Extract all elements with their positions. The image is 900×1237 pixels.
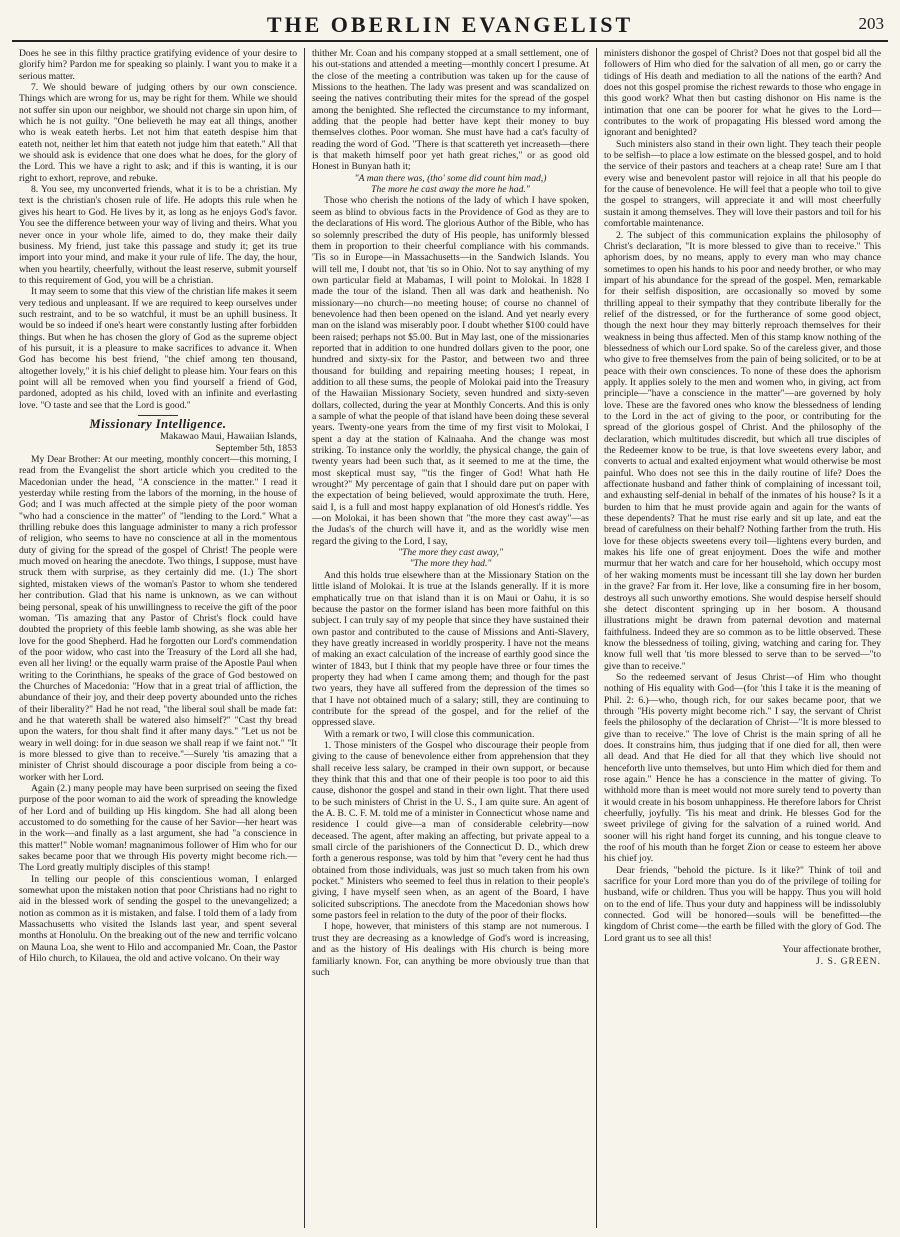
text-columns [12,48,888,1228]
publication-title: THE OBERLIN EVANGELIST [266,12,634,37]
paragraph: 2. The subject of this communication explains the philosophy of Christ's declaration, "It is more blessed to give than to receive." This aphorism does, by no means, apply to every man who may chance sometimes to open his hands to his poor and needy brother, or who may impart of his abundance for the spread of the gospel. Men, remarkable for their selfish disposition, are occasionally so moved by some thrilling appeal to their sympathy that they contribute liberally for the relief of the distressed, or for the furtherance of some good object, though the next hour they may bitterly reproach themselves for their weakness in being thus affected. Men of this stamp know nothing of the blessedness of which our Lord spake. So of the careless giver, and those who give to free themselves from the pain of being solicited, or to be at peace with their own consciences. To none of these does the aphorism apply. It applies solely to the men and women who, in giving, act from principle—"have a conscience in the matter"—are governed by holy love. These are the favored ones who know the blessedness of lending to the Lord in the act of giving to the poor, or contributing for the spread of the glorious gospel of Christ. And the philosophy of the declaration, which multitudes discredit, but which all true disciples of the Redeemer know to be true, is that love sweetens every labor, and converts to actual and exalted enjoyment what would otherwise be most painful. Who does not see this in the daily routine of life? Does the affectionate husband and father think of complaining of incessant toil, and exhausting self-denial in behalf of the inmates of his house? Is it a burden to him that he must provide again and again for the wants of these dependents? That he must rise early and sit up late, and eat the bread of carefulness on their behalf? Nothing farther from the truth. His love for these objects sweetens every toil—lightens every burden, and makes his life one of great enjoyment. Does the wife and mother murmur that her watch and care for her household, which occupy most of her waking moments must be incessant till she lay down her burden in the grave? Far from it. Her love, like a consuming fire in her bosom, destroys all such unworthy emotions. She would despise herself should she detect discontent springing up in her bosom. A thousand illustrations might be drawn from paternal devotion and maternal faithfulness. Indeed they are so common as to be little observed. These know the blessedness of toiling, giving, watching and caring for. They know full well that 'tis more blessed to serve than to be served—"to give than to receive." [604,229,881,672]
paragraph: 7. We should beware of judging others by our own conscience. Things which are wrong for us, may be right for them. While we should not suffer sin upon our neighbor, we should not charge sin upon him, of which he is not guilty. "One believeth he may eat all things, another who is weak eateth herbs. Let not him that eateth despise him that eateth not, neither let him that eateth not judge him that eateth." All that we should ask is evidence that one does what he does, for the glory of the Lord. This we have a right to ask; and if this is wanting, it is our right to exhort, reprove, and rebuke. [19,82,297,184]
paragraph: I hope, however, that ministers of this stamp are not numerous. I trust they are decreasing as a knowledge of God's word is increasing, and as the history of His dealings with His church is being more familiarly known. For, can anything be more obviously true than that such [312,921,589,978]
column-3 [596,48,888,1228]
paragraph: Again (2.) many people may have been surprised on seeing the fixed purpose of the poor woman to aid the work of spreading the knowledge of her Lord and of building up His kingdom. She had all along been accustomed to do something for the cause of her Savior—her heart was in the work—and finally as a last argument, she had "a conscience in this matter!" Noble woman! magnanimous follower of Him who for our sakes became poor that we through His poverty might become rich.—The Lord greatly multiply disciples of this stamp! [19,783,297,874]
column-1 [12,48,304,1228]
paragraph: Does he see in this filthy practice gratifying evidence of your desire to glorify him? Pardon me for speaking so plainly. I want you to make it a serious matter. [19,48,297,82]
paragraph: So the redeemed servant of Jesus Christ—of Him who thought nothing of His equality with God—(for 'this I take it is the meaning of Phil. 2: 6.)—who, though rich, for our sakes became poor, that we through "His poverty might become rich." I say, the servant of Christ feels the philosophy of the declaration of Christ—"It is more blessed to give than to receive." The love of Christ is the main spring of all he does. It constrains him, thus judging that if one died for all, then were all dead. And that He died for all that they which live should not henceforth live unto themselves, but unto Him which died for them and rose again." Hence he has a conscience in the matter of giving. To withhold more than is meet would not more surely tend to poverty than it would create in his bosom unhappiness. He therefore labors for Christ cheerfully, joyfully. 'Tis his meat and drink. He blesses God for the sweet privilege of giving for the salvation of a ruined world. And sooner will his right hand forget its cunning, and his tongue cleave to the roof of his mouth than he forget Zion or cease to esteem her above his chief joy. [604,671,881,865]
letter-signer: J. S. GREEN. [815,955,881,967]
paragraph: Those who cherish the notions of the lady of which I have spoken, seem as blind to obvious facts in the Providence of God as they are to the declarations of His word. The glorious Author of the Bible, who has so solemnly prescribed the duty of His people, has uniformly blessed them in proportion to their cheerful compliance with his commands. 'Tis so in Europe—in Massachusetts—in the Sandwich Islands. You will tell me, I doubt not, that 'tis so in Ohio. Not to say anything of my own particular field at Mabamas, I will point to Molokai. In 1828 I made the tour of the island. Then all was dark and heathenish. No missionary—no church—no meeting house; of course no channel of benevolence had then been opened on the island. And yet nearly every man on the island was miserably poor. I doubt whether $100 could have been raised; perhaps not $5.00. But in May last, one of the missionaries reported that in addition to one hundred dollars given to the poor, one hundred and sixty-six for the Pastor, and between two and three thousand for building and repairing meeting houses; I repeat, in addition to all these sums, the people of Molokai paid into the Treasury of the Hawaiian Missionary Society, seven hundred and sixty-seven dollars, collected, during the year at Monthly Concerts. And this is only a sample of what the people of that island have been doing these several years. Twenty-one years from the time of my first visit to Molokai, I spent a day at the station of Kalnaaha. And the change was most striking. To instance only the worldly, the physical change, the gain of twenty years had been such that, as it seemed to me at the time, the most skeptical must say, "'tis the finger of God! What hath He wrought?" My percentage of gain that I should dare put on paper with the expectation of being believed, would approximate the truth. Here, said I, is a full and most happy explanation of old Honest's riddle. Yes—on Molokai, it has been shown that "the more they cast away"—as the Judas's of the church will have it, and as the worldly wise men regard the giving to the Lord, I say, [312,195,589,547]
paragraph: It may seem to some that this view of the christian life makes it seem very tedious and unpleasant. If we are required to keep ourselves under such restraint, and to be so watchful, it must be an uphill business. It would be so indeed if one's heart were constantly lusting after forbidden things. But when he has chosen the glory of God as the supreme object of his pursuit, it is a pleasure to make sacrifices to advance it. When God has become his best friend, "the chief among ten thousand, altogether lovely," it is his chief delight to please him. Your fears on this point will all be removed when you find yourself a friend of God, pardoned, adopted as his child, loved with an infinite and everlasting love. "O taste and see that the Lord is good." [19,286,297,411]
masthead [12,10,888,42]
paragraph: 1. Those ministers of the Gospel who discourage their people from giving to the cause of benevolence either from apprehension that they shall receive less salary, be cramped in their own support, or because they think that this and that one of their people is too poor to aid this cause, dishonor the gospel and stand in their own light. That there used to be such ministers of Christ in the U. S., I am quite sure. An agent of the A. B. C. F. M. told me of a minister in Connecticut whose name and residence I could give—a man of considerable celebrity—now deceased. The agent, after making an affecting, but private appeal to a small circle of the parishioners of the Connecticut D. D., which drew forth a generous response, was told by him that "every cent he had thus obtained from those individuals, was just so much taken from his own pocket." Ministers who seemed to feel thus in relation to their people's giving, I have myself seen when, as an agent of the Board, I have solicited subscriptions. The anecdote from the Macedonian shows how some pastors feel in relation to the duty of the poor of their flocks. [312,739,589,922]
dateline-date: September 5th, 1853 [215,442,297,454]
dateline [19,431,297,454]
paragraph: In telling our people of this conscientious woman, I enlarged somewhat upon the mistaken notion that poor Christians had no right to aid in the blessed work of sending the gospel to the unevangelized; a notion as common as it is mistaken, and false. I told them of a lady from Massachusetts who visited the Islands last year, and spent several months at Honolulu. On the breaking out of the new and terrific volcano on Mauna Loa, she went to Hilo and accompanied Mr. Coan, the Pastor of Hilo church, to Kilauea, the old and active volcano. On their way [19,873,297,965]
dateline-place: Makawao Maui, Hawaiian Islands, [160,431,297,443]
paragraph: ministers dishonor the gospel of Christ? Does not that gospel bid all the followers of Him who died for the salvation of all men, go or carry the tidings of His death and mediation to all the nations of the earth? And does not this gospel promise the richest rewards to those who engage in this good work? What then but casting dishonor on His name is the intimation that one can be poorer for what he gives to the Lord—contributes to the work of propagating His blessed word among the ignorant and benighted? [604,48,881,139]
paragraph: Such ministers also stand in their own light. They teach their people to be selfish—to place a low estimate on the blessed gospel, and to hold the service of their pastors and teachers at a cheap rate! Sure am I that every wise and benevolent pastor will rejoice in all that his people do for the cause of benevolence. He will feel that a people who toil to give the gospel to strangers, will appreciate it and will most cheerfully sustain it among themselves. They will love their pastors and toil for his comfortable maintenance. [604,138,881,230]
paragraph: thither Mr. Coan and his company stopped at a small settlement, one of his out-stations and attended a meeting—monthly concert I presume. At the close of the meeting a contribution was taken up for the cause of Missions to the heathen. The lady was present and was scandalized on seeing the natives contributing their mites for the spread of the gospel among the benighted. She reflected the circumstance to my informant, adding that the people had better have kept their money to buy themselves clothes. Poor woman. She must have had a cat's faculty of reading the word of God. "There is that scattereth yet increaseth—there is that maketh himself poor yet hath great riches," or as good old Honest in Bunyan hath it; [312,48,589,173]
verse-line: "The more they cast away," [398,547,503,559]
verse-line: "The more they had." [409,558,492,570]
letter-signoff: Your affectionate brother, [782,944,881,956]
paragraph: My Dear Brother: At our meeting, monthly concert—this morning, I read from the Evangelist the short article which you credited to the Macedonian under the head, "A conscience in the matter." I read it yesterday while resting from the labors of the morning, in the house of God; and I was much affected at the simple piety of the poor woman "who had a conscience in the matter" of "lending to the Lord." What a thrilling rebuke does this language administer to many a rich professor of religion, who seems to have no conscience at all in the momentous duty of giving for the spread of the gospel of Christ! The people were much moved on hearing the anecdote. Two things, I suppose, must have struck them with surprise, as they certainly did me. (1.) The short sighted, mistaken views of the woman's Pastor to whom she tendered her contribution. Glad that his name is unknown, as we can without being personal, speak of his unwillingness to receive the gift of the poor woman. 'Tis amazing that any Pastor of Christ's flock could have doubted the propriety of this feeble lamb showing, as she was able her love for the good Shepherd. Had he forgotten our Lord's commendation of the poor widow, who cast into the Treasury of the Lord all she had, even all her living! or the equally warm praise of the Apostle Paul when writing to the Corinthians, he speaks of the grace of God bestowed on the Churches of Macedonia: "How that in a great trial of affliction, the abundance of their joy, and their deep poverty abounded unto the riches of their liberality?" Had he not read, "the liberal soul shall be made fat: and he that watereth shall be watered also himself?" "Cast thy bread upon the waters, for thou shalt find it after many days." "Let us not be weary in well doing: for in due season we shall reap if we faint not." "It is more blessed to give than to receive."—Surely 'tis amazing that a minister of Christ should discourage a poor disciple from being a co-worker with her Lord. [19,454,297,783]
paragraph: Dear friends, "behold the picture. Is it like?" Think of toil and sacrifice for your Lord more than you do of the privilege of toiling for husband, wife or children. Thus you will be happy. Thus you will hold on to the end of life. Thus your duty and happiness will be indissolubly connected. God will be honored—souls will be benefitted—the kingdom of Christ come—the earth be filled with the glory of God. The Lord grant us to see all this! [604,864,881,944]
paragraph: With a remark or two, I will close this communication. [324,728,535,740]
page-number: 203 [858,14,884,33]
column-2 [304,48,596,1228]
paragraph: 8. You see, my unconverted friends, what it is to be a christian. My text is the christian's chosen rule of life. He adopts this rule when he gives his heart to God. He lives by it, as long as he enjoys God's favor. You see the difference between your way of living and theirs. What you never once in your whole life, aimed to do, they make their daily business. My friend, just take this passage and study it; get its true import into your mind, and make it your rule of life. The day, the hour, when you heartily, cheerfully, without the least reserve, submit yourself to this requirement of God, you will be a christian. [19,184,297,286]
verse-line: "A man there was, (tho' some did count him mad,) [354,172,547,184]
verse-line: The more he cast away the more he had." [371,184,530,196]
section-heading: Missionary Intelligence. [19,415,297,430]
paragraph: And this holds true elsewhere than at the Missionary Station on the little island of Molokai. It is true at the Islands generally. If it is more emphatically true on that island than it is on Maui or Oahu, it is so because the pastor on the former island has been more faithful on this subject. I can truly say of my people that since they have sustained their own pastor and contributed to the cause of Missions and Anti-Slavery, they have greatly increased in worldly prosperity. I have not the means of making an exact calculation of the increase of earthly good since the winter of 1843, but I think that my people have three or four times the property they had when I came among them; and though for the past two years, they have all suffered from the depression of the times so that I have not obtained much of a salary; still, they are continuing to contribute for the spread of the gospel, and for the relief of the oppressed slave. [312,569,589,729]
